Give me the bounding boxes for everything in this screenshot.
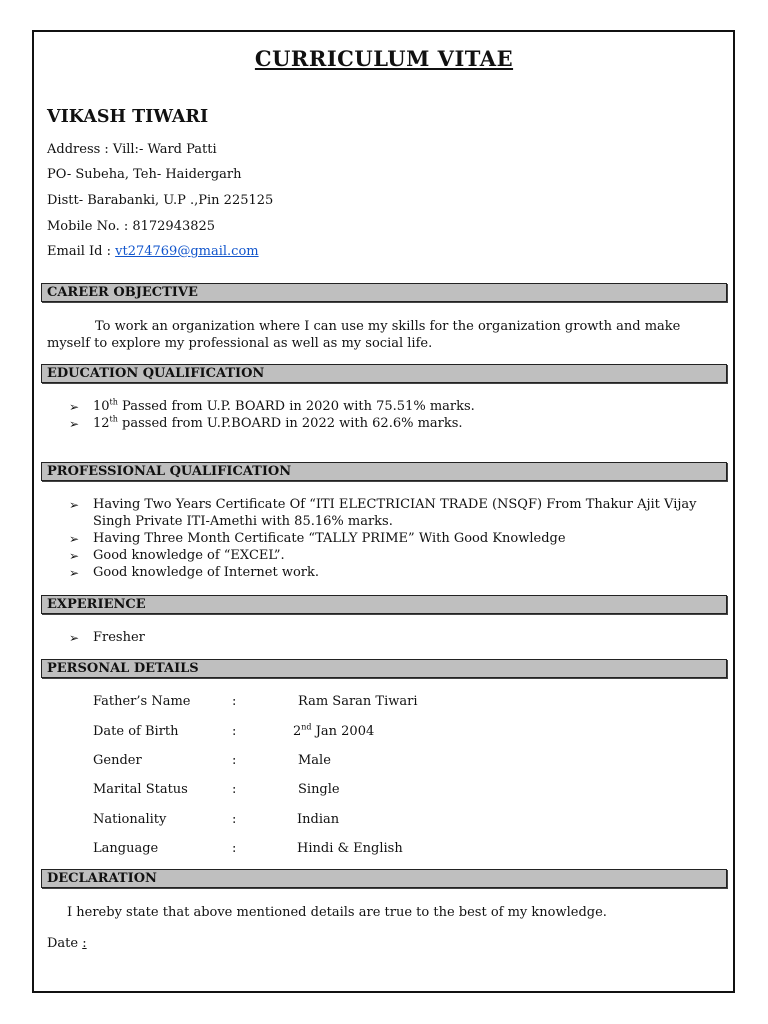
section-header-personal-details: PERSONAL DETAILS (41, 659, 727, 678)
personal-separator: : (232, 782, 237, 797)
education-item (93, 399, 475, 415)
date-colon: : (82, 936, 87, 951)
date-line (47, 936, 87, 952)
career-objective-text-line2: myself to explore my professional as well as my social life. (47, 336, 433, 351)
declaration-text: I hereby state that above mentioned details are true to the best of my knowledge. (67, 905, 607, 920)
professional-item-line2: Singh Private ITI-Amethi with 85.16% marks. (93, 514, 393, 529)
bullet-arrow-icon: ➢ (69, 532, 80, 546)
po-line: PO- Subeha, Teh- Haidergarh (47, 167, 242, 182)
personal-label-marital-status: Marital Status (93, 782, 188, 797)
education-grade-suffix: th (109, 414, 118, 424)
section-header-career-objective: CAREER OBJECTIVE (41, 283, 727, 302)
bullet-arrow-icon: ➢ (69, 631, 80, 645)
personal-value-language: Hindi & English (297, 841, 403, 856)
professional-item: Good knowledge of Internet work. (93, 565, 320, 580)
bullet-arrow-icon: ➢ (69, 498, 80, 512)
personal-label-dob: Date of Birth (93, 724, 179, 739)
bullet-arrow-icon: ➢ (69, 549, 80, 563)
personal-separator: : (232, 812, 237, 827)
education-grade-suffix: th (109, 397, 118, 407)
section-header-experience: EXPERIENCE (41, 595, 727, 614)
dob-rest: Jan 2004 (311, 724, 375, 739)
education-grade: 12 (93, 416, 110, 431)
section-header-professional: PROFESSIONAL QUALIFICATION (41, 462, 727, 481)
personal-label-gender: Gender (93, 753, 142, 768)
education-detail: Passed from U.P. BOARD in 2020 with 75.51% marks. (117, 399, 475, 414)
professional-item-line1: Having Two Years Certificate Of “ITI ELECTRICIAN TRADE (NSQF) From Thakur Ajit Vijay (93, 497, 697, 512)
personal-value-marital-status: Single (298, 782, 340, 797)
personal-label-language: Language (93, 841, 159, 856)
professional-item: Good knowledge of “EXCEL”. (93, 548, 285, 563)
career-objective-text-line1: To work an organization where I can use my skills for the organization growth and make (95, 319, 681, 334)
dob-day: 2 (293, 724, 302, 739)
section-header-declaration: DECLARATION (41, 869, 727, 888)
email-label: Email Id : (47, 244, 116, 259)
personal-label-nationality: Nationality (93, 812, 167, 827)
address-line: Address : Vill:- Ward Patti (47, 142, 217, 157)
personal-separator: : (232, 841, 237, 856)
section-header-education: EDUCATION QUALIFICATION (41, 364, 727, 383)
dob-day-suffix: nd (301, 722, 312, 732)
personal-separator: : (232, 753, 237, 768)
bullet-arrow-icon: ➢ (69, 417, 80, 431)
personal-separator: : (232, 724, 237, 739)
date-label: Date (47, 936, 83, 951)
bullet-arrow-icon: ➢ (69, 400, 80, 414)
bullet-arrow-icon: ➢ (69, 566, 80, 580)
education-grade: 10 (93, 399, 110, 414)
education-detail: passed from U.P.BOARD in 2022 with 62.6% marks. (117, 416, 463, 431)
personal-label-father: Father’s Name (93, 694, 191, 709)
personal-value-gender: Male (298, 753, 331, 768)
education-item (93, 416, 463, 432)
personal-separator: : (232, 694, 237, 709)
district-line: Distt- Barabanki, U.P .,Pin 225125 (47, 193, 274, 208)
candidate-name: VIKASH TIWARI (47, 107, 209, 127)
personal-value-father: Ram Saran Tiwari (298, 694, 418, 709)
mobile-line: Mobile No. : 8172943825 (47, 219, 216, 234)
personal-value-nationality: Indian (297, 812, 340, 827)
personal-value-dob (293, 724, 374, 740)
experience-item: Fresher (93, 630, 145, 645)
email-line (47, 244, 259, 260)
document-title: CURRICULUM VITAE (254, 46, 514, 71)
professional-item: Having Three Month Certificate “TALLY PRIME” With Good Knowledge (93, 531, 566, 546)
email-link[interactable]: vt274769@gmail.com (115, 244, 259, 259)
